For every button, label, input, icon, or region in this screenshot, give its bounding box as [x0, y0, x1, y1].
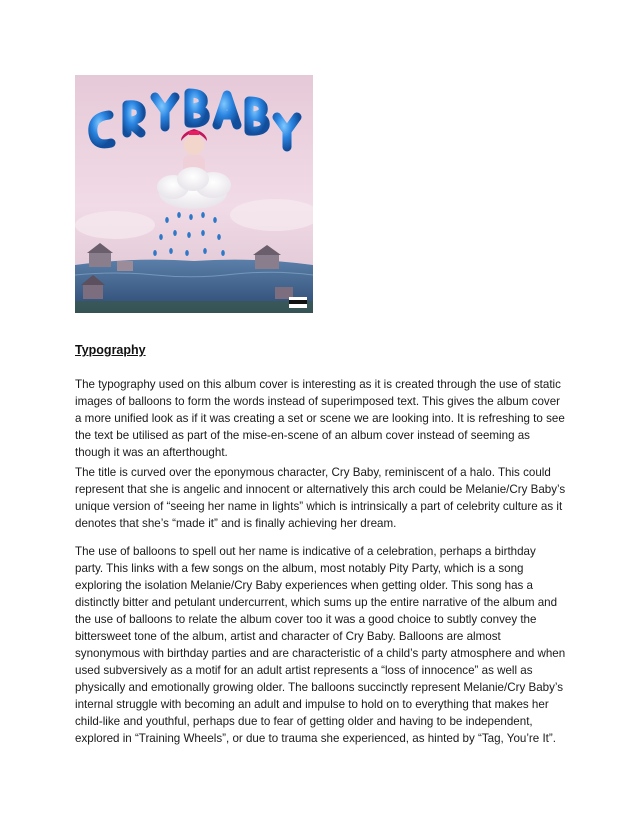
- section-heading: Typography: [75, 343, 146, 357]
- album-cover-image: [75, 75, 313, 313]
- parental-advisory-label: [289, 297, 307, 308]
- album-cover-illustration: [75, 75, 313, 313]
- paragraph-typography: The typography used on this album cover is interesting as it is created through the use of static images of balloons to form the words instead of superimposed text. This gives the album cover a more unified look as if it was creating a set or scene we are looking into. It is refreshing to see the text be utilised as part of the mise-en-scene of an album cover instead of seeming as though it was an afterthought.: [75, 378, 565, 459]
- paragraph-title-halo: The title is curved over the eponymous character, Cry Baby, reminiscent of a halo. This could represent that she is angelic and innocent or alternatively this arch could be Melanie/Cry Baby’s unique version of “seeing her name in lights” which is intrinsically a part of celebrity culture as it denotes that she’s “made it” and is finally achieving her dream.: [75, 466, 566, 530]
- paragraph-balloons: The use of balloons to spell out her name is indicative of a celebration, perhaps a birthday party. This links with a few songs on the album, most notably Pity Party, which is a song exploring the isolation Melanie/Cry Baby experiences when getting older. This song has a distinctly bitter and petulant undercurrent, which sums up the entire narrative of the album and the use of balloons to relate the album cover too it was a good choice to subtly convey the bittersweet tone of the album, artist and character of Cry Baby. Balloons are almost synonymous with birthday parties and are characteristic of a child’s party atmosphere and when used subversively as a motif for an adult artist represents a “loss of innocence” as well as physically and emotionally growing older. The balloons succinctly represent Melanie/Cry Baby’s internal struggle with becoming an adult and impulse to hold on to everything that makes her child-like and youthful, perhaps due to fear of getting older and having to be independent, explored in “Training Wheels”, or due to trauma she experienced, as hinted by “Tag, You’re It”.: [75, 545, 566, 745]
